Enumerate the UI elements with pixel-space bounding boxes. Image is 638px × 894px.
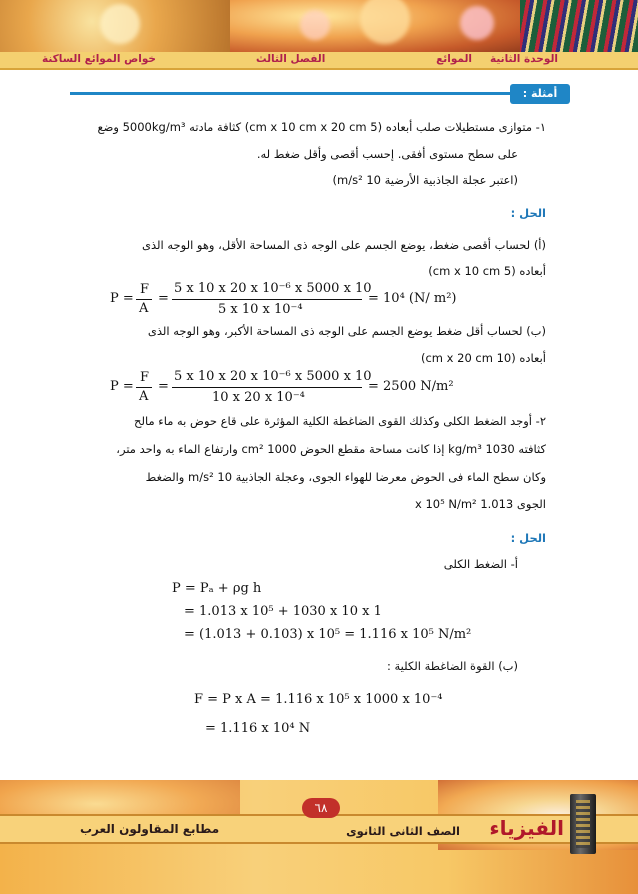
subject-logo: الفيزياء <box>489 816 564 840</box>
eq-a-denominator-a: A <box>139 301 149 316</box>
page-header <box>0 0 638 70</box>
part-a-line1: (أ) لحساب أقصى ضغط، يوضع الجسم على الوجه ذى المساحة الأقل، وهو الوجه الذى <box>141 238 546 252</box>
problem2-line1: ٢- أوجد الضغط الكلى وكذلك القوى الضاغطة الكلية المؤثرة على قاع حوض به ماء مالح <box>134 414 546 428</box>
decor-glow <box>460 6 494 40</box>
eq-b-numerator-f: F <box>140 370 150 385</box>
sol2-eq2: = 1.013 x 10⁵ + 1030 x 10 x 1 <box>184 604 382 619</box>
page-footer <box>0 780 638 894</box>
eq-b-lhs: P = <box>110 379 134 394</box>
header-artwork-right <box>520 0 638 54</box>
examples-label: أمثلة : <box>510 84 570 104</box>
problem1-line3: (اعتبر عجلة الجاذبية الأرضية 10 m/s²) <box>332 173 518 187</box>
page-number: ٦٨ <box>302 798 340 818</box>
sol2-eq3: = (1.013 + 0.103) x 10⁵ = 1.116 x 10⁵ N/m² <box>184 627 472 642</box>
header-topic: خواص الموائع الساكنة <box>42 53 156 65</box>
part-b-line2: أبعاده (10 cm x 20 cm) <box>420 351 546 365</box>
solution1-label: الحل : <box>510 206 546 220</box>
eq-b-fraction-bar <box>172 387 362 388</box>
sol2-part-b-label: (ب) القوة الضاغطة الكلية : <box>386 659 518 673</box>
part-b-line1: (ب) لحساب أقل ضغط يوضع الجسم على الوجه ذى المساحة الأكبر، وهو الوجه الذى <box>147 324 546 338</box>
eq-a-numerator-f: F <box>140 282 150 297</box>
header-unit: الوحدة الثانية <box>490 53 558 65</box>
eq-a-fraction-bar <box>172 299 362 300</box>
eq-a-result: = 10⁴ (N/ m²) <box>368 291 457 306</box>
eq-a-equals: = <box>158 291 169 306</box>
header-subject: الموائع <box>436 53 472 65</box>
book-icon <box>570 794 596 854</box>
eq-a-fraction-bar-small <box>136 299 152 300</box>
eq-a-lhs: P = <box>110 291 134 306</box>
sol2-eq1: P = Pₐ + ρg h <box>172 581 262 596</box>
eq-a-denominator: 5 x 10 x 10⁻⁴ <box>218 302 303 317</box>
eq-b-denominator: 10 x 20 x 10⁻⁴ <box>212 390 305 405</box>
eq-a-numerator: 5 x 10 x 20 x 10⁻⁶ x 5000 x 10 <box>174 281 372 296</box>
eq-b-fraction-bar-small <box>136 387 152 388</box>
sol2-part-a-label: أ- الضغط الكلى <box>443 557 518 571</box>
decor-glow <box>300 10 330 40</box>
publisher-name: مطابع المقاولون العرب <box>80 822 220 836</box>
problem1-line2: على سطح مستوى أفقى. إحسب أقصى وأقل ضغط له. <box>256 147 518 161</box>
sol2-eq5: = 1.116 x 10⁴ N <box>205 721 311 736</box>
problem2-line4: الجوى 1.013 x 10⁵ N/m² <box>415 497 546 511</box>
header-chapter: الفصل الثالث <box>256 53 326 65</box>
part-a-line2: أبعاده (5 cm x 10 cm) <box>428 264 546 278</box>
eq-b-numerator: 5 x 10 x 20 x 10⁻⁶ x 5000 x 10 <box>174 369 372 384</box>
examples-divider <box>70 92 510 95</box>
grade-label: الصف الثانى الثانوى <box>346 824 460 838</box>
solution2-label: الحل : <box>510 531 546 545</box>
header-band <box>0 52 638 70</box>
eq-b-equals: = <box>158 379 169 394</box>
decor-glow <box>100 4 140 44</box>
eq-b-result: = 2500 N/m² <box>368 379 454 394</box>
eq-b-denominator-a: A <box>139 389 149 404</box>
problem1-line1: ١- متوازى مستطيلات صلب أبعاده (5 cm x 10 cm x 20 cm) كثافة مادته 5000kg/m³ وضع <box>97 120 546 134</box>
problem2-line2: كثافته 1030 kg/m³ إذا كانت مساحة مقطع الحوض 1000 cm² وارتفاع الماء به واحد متر، <box>116 442 546 456</box>
sol2-eq4: F = P x A = 1.116 x 10⁵ x 1000 x 10⁻⁴ <box>194 692 443 707</box>
problem2-line3: وكان سطح الماء فى الحوض معرضا للهواء الجوى، وعجلة الجاذبية 10 m/s² والضغط <box>145 470 546 484</box>
